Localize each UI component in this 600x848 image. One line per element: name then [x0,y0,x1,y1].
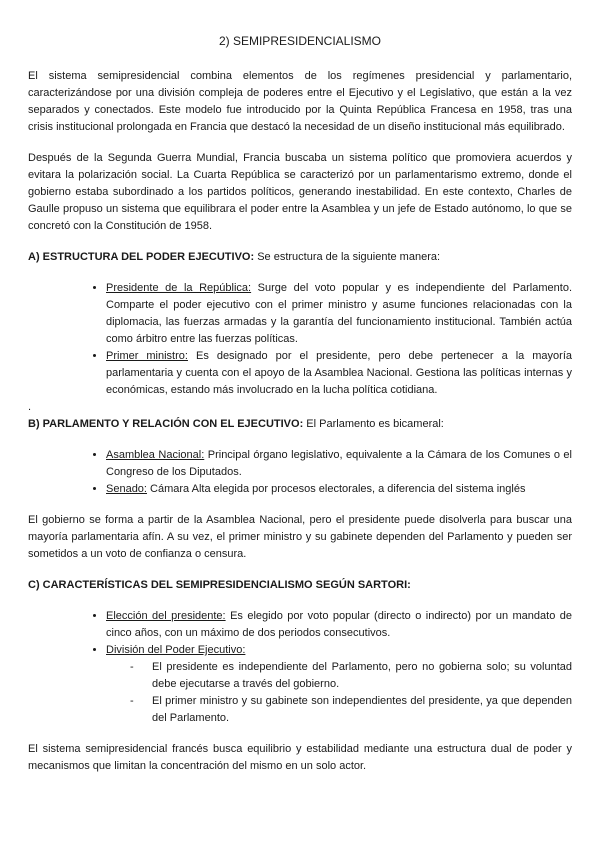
paragraph-government: El gobierno se forma a partir de la Asamblea Nacional, pero el presidente puede disolverla para buscar una mayoría parlamentaria afín. A su vez, el primer ministro y su gabinete dependen del Parlamento y pueden ser sometidos a un voto de confianza o censura. [28,514,572,560]
sub-list-item: - El presidente es independiente del Parlamento, pero no gobierna solo; su voluntad debe ejecutarse a través del gobierno. [152,659,572,693]
bullet-term: Presidente de la República: [106,282,252,294]
section-b-heading-line [28,416,572,433]
section-c-list [28,608,572,727]
bullet-term: División del Poder Ejecutivo: [106,644,246,656]
sub-list-item: - El primer ministro y su gabinete son independientes del presidente, ya que dependen del Parlamento. [152,693,572,727]
document-title: 2) SEMIPRESIDENCIALISMO [218,34,382,48]
bullet-term: Asamblea Nacional: [106,449,205,461]
paragraph-history: Después de la Segunda Guerra Mundial, Francia buscaba un sistema político que promoviera acuerdos y evitara la polarización social. La Cuarta República se caracterizó por un parlamentarismo extremo, donde el gobierno estaba subordinado a los partidos políticos, generando inestabilidad. En este contexto, Charles de Gaulle propuso un sistema que equilibrara el poder entre la Asamblea y un jefe de Estado autónomo, lo que se concretó con la Constitución de 1958. [28,152,572,232]
list-item [106,608,572,642]
list-item [106,447,572,481]
section-a-intro: Se estructura de la siguiente manera: [257,251,441,263]
section-b-heading: B) PARLAMENTO Y RELACIÓN CON EL EJECUTIVO: [28,418,304,430]
bullet-text: Cámara Alta elegida por procesos electorales, a diferencia del sistema inglés [150,483,526,495]
section-c-heading: C) CARACTERÍSTICAS DEL SEMIPRESIDENCIALISMO SEGÚN SARTORI: [28,579,411,591]
section-a-heading: A) ESTRUCTURA DEL PODER EJECUTIVO: [28,251,255,263]
bullet-text: Es elegido por voto popular (directo o indirecto) por un mandato de cinco años, con un máximo de dos periodos consecutivos. [106,610,573,639]
bullet-term: Elección del presidente: [106,610,226,622]
section-b-intro: El Parlamento es bicameral: [306,418,444,430]
bullet-term: Senado: [106,483,147,495]
stray-period: . [28,401,32,413]
section-c-heading-line [28,577,572,594]
bullet-text: Surge del voto popular y es independiente del Parlamento. Comparte el poder ejecutivo con el primer ministro y asume funciones relacionadas con la diplomacia, las fuerzas armadas y la garantía del funcionamiento institucional. También actúa como árbitro entre las fuerzas políticas. [106,282,573,345]
section-b-list [28,447,572,498]
paragraph-intro: El sistema semipresidencial combina elementos de los regímenes presidencial y parlamentario, caracterizándose por una división compleja de poderes entre el Ejecutivo y el Legislativo, que están a la vez separados y conectados. Este modelo fue introducido por la Quinta República Francesa en 1958, tras una crisis institucional prolongada en Francia que destacó la necesidad de un diseño institucional más equilibrado. [28,70,572,133]
paragraph-closing: El sistema semipresidencial francés busca equilibrio y estabilidad mediante una estructura dual de poder y mecanismos que limitan la concentración del mismo en un solo actor. [28,743,572,772]
section-a-heading-line [28,249,572,266]
bullet-term: Primer ministro: [106,350,188,362]
bullet-text: Principal órgano legislativo, equivalente a la Cámara de los Comunes o el Congreso de los Diputados. [106,449,572,478]
list-item [106,481,572,498]
sub-list [106,659,572,727]
bullet-text: Es designado por el presidente, pero debe pertenecer a la mayoría parlamentaria y cuenta con el apoyo de la Asamblea Nacional. Gestiona las políticas internas y económicas, estando más involucrado en la lucha política cotidiana. [106,350,573,396]
list-item [106,642,572,727]
section-a-list [28,280,572,399]
list-item [106,348,572,399]
list-item [106,280,572,348]
